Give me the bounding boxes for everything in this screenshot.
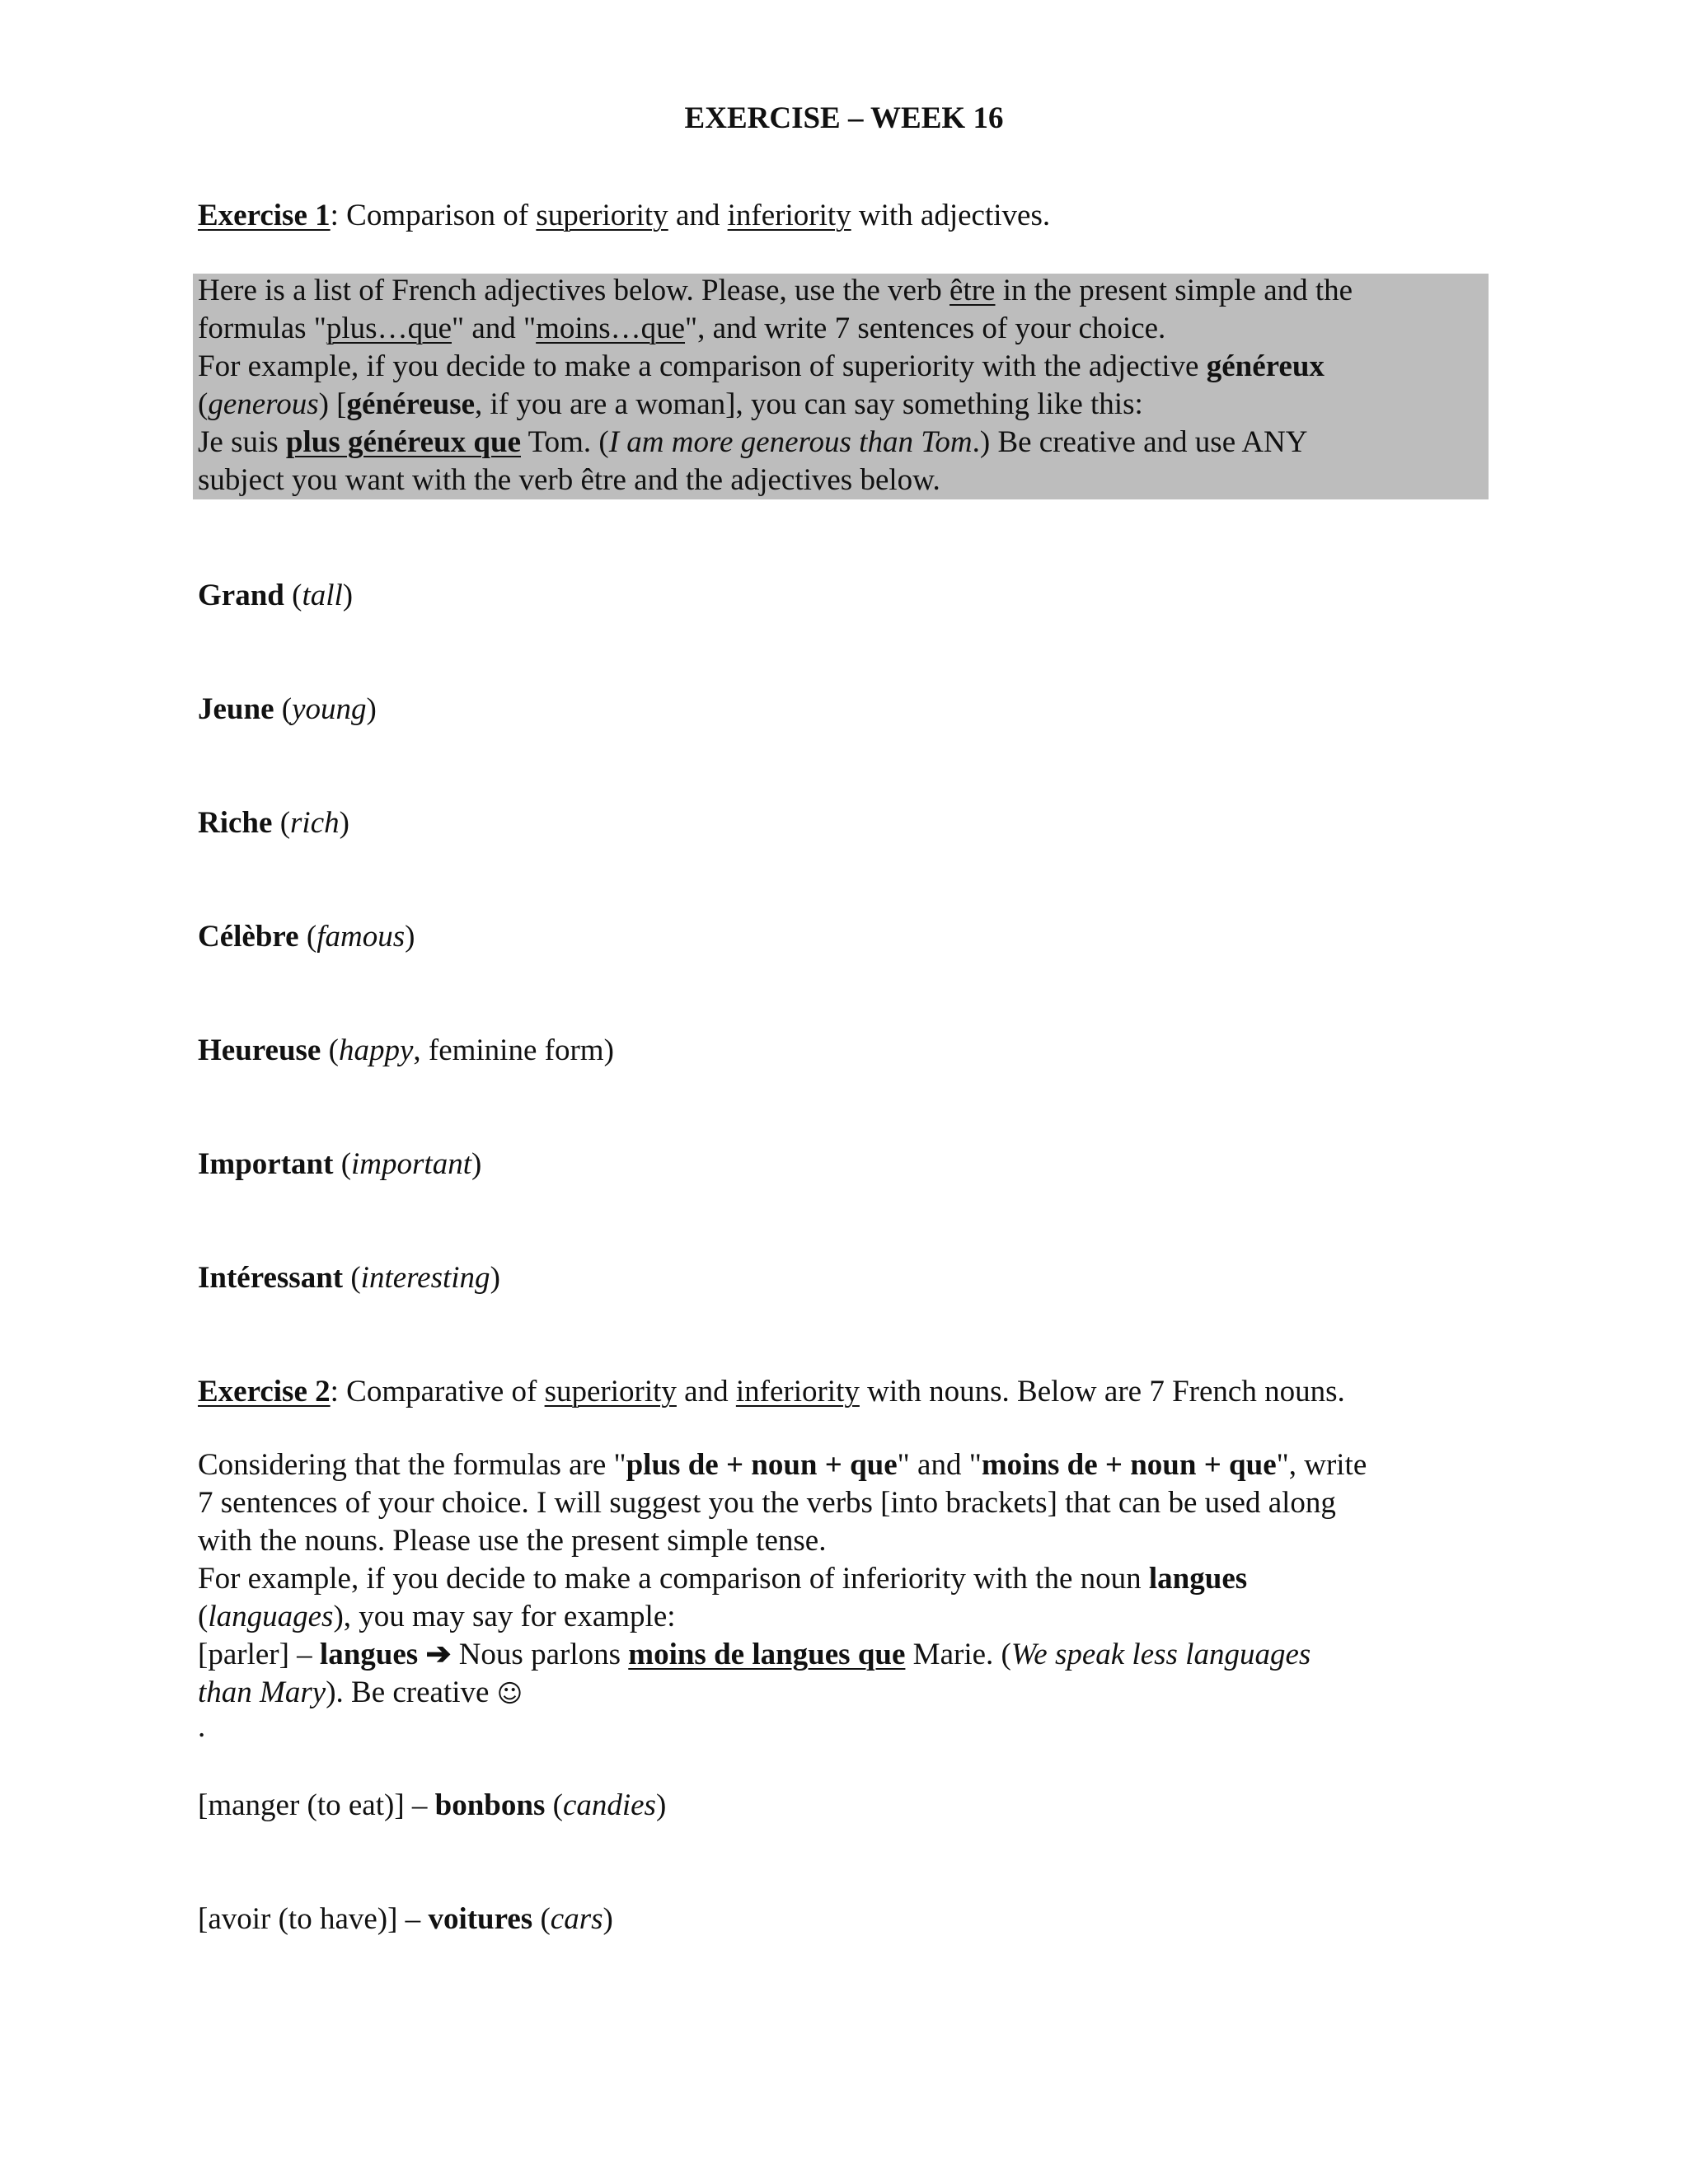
instruction-text: , if you are a woman], you can say something like this: xyxy=(475,387,1143,421)
instruction-text: 7 sentences of your choice. I will suggest you the verbs [into brackets] that can be used along xyxy=(198,1486,1336,1520)
formula-plus-que: plus…que xyxy=(326,312,452,345)
instruction-text: with the nouns. Please use the present simple tense. xyxy=(198,1524,827,1558)
adjective-genereuse: généreuse xyxy=(346,387,476,421)
exercise-2-line-6 xyxy=(198,1636,1311,1674)
instruction-line-1 xyxy=(198,272,1353,310)
adjective-english: important xyxy=(351,1147,471,1181)
instruction-text: subject you want with the verb être and the adjectives below. xyxy=(198,463,940,497)
word-and: and xyxy=(668,199,728,232)
exercise-2-line-4 xyxy=(198,1560,1247,1598)
word-superiority: superiority xyxy=(536,199,668,232)
punct: ( xyxy=(532,1902,551,1936)
adjective-english: tall xyxy=(302,579,343,612)
punct: ( xyxy=(545,1788,563,1822)
instruction-text: formulas " xyxy=(198,312,326,345)
adjective-french: Jeune xyxy=(198,692,274,726)
instruction-text: " and " xyxy=(452,312,537,345)
punct: ) xyxy=(603,1033,614,1067)
example-phrase: plus généreux que xyxy=(285,425,521,459)
instruction-text: ) [ xyxy=(318,387,347,421)
exercise-2-line-3 xyxy=(198,1522,826,1560)
instruction-text: ). Be creative xyxy=(326,1675,497,1709)
exercise-2-line-5 xyxy=(198,1598,676,1636)
exercise-2-intro-end: with nouns. Below are 7 French nouns. xyxy=(859,1375,1345,1408)
punct: ( xyxy=(333,1147,352,1181)
exercise-2-intro-text: : Comparative of xyxy=(330,1375,545,1408)
exercise-1-label: Exercise 1 xyxy=(198,199,331,232)
instruction-text: Nous parlons xyxy=(458,1638,629,1671)
adjective-french: Intéressant xyxy=(198,1261,344,1295)
instruction-text: Marie. ( xyxy=(905,1638,1011,1671)
instruction-text: ", and write 7 sentences of your choice. xyxy=(685,312,1166,345)
instruction-line-5 xyxy=(198,424,1307,462)
instruction-text: . xyxy=(198,1710,206,1744)
instruction-line-4 xyxy=(198,386,1143,424)
adjective-french: Heureuse xyxy=(198,1033,321,1067)
example-phrase: moins de langues que xyxy=(628,1638,906,1671)
punct: ( xyxy=(284,579,302,612)
example-translation: I am more generous than Tom xyxy=(608,425,973,459)
adjective-french: Riche xyxy=(198,806,273,840)
adjective-note: , feminine form xyxy=(413,1033,604,1067)
punct: ) xyxy=(339,806,349,840)
noun-verb: [avoir (to have)] – xyxy=(198,1902,429,1936)
punct: ( xyxy=(272,806,291,840)
noun-french: bonbons xyxy=(434,1788,546,1822)
instruction-text: " and " xyxy=(897,1448,982,1482)
smiley-icon: ☺ xyxy=(496,1680,523,1708)
instruction-text: ", write xyxy=(1276,1448,1367,1482)
word-inferiority: inferiority xyxy=(735,1375,860,1408)
translation-generous: generous xyxy=(208,387,319,421)
verb-etre: être xyxy=(950,274,996,307)
example-translation: We speak less languages xyxy=(1010,1638,1311,1671)
noun-verb: [manger (to eat)] – xyxy=(198,1788,435,1822)
exercise-2-line-1 xyxy=(198,1446,1367,1484)
noun-english: candies xyxy=(562,1788,656,1822)
punct: ) xyxy=(490,1261,500,1295)
adjective-item xyxy=(198,578,353,613)
adjective-english: famous xyxy=(316,920,406,954)
adjective-english: happy xyxy=(338,1033,414,1067)
adjective-item xyxy=(198,1033,614,1068)
instruction-text: in the present simple and the xyxy=(995,274,1353,307)
arrow-right-icon: ➔ xyxy=(418,1638,459,1671)
punct: ) xyxy=(655,1788,667,1822)
adjective-english: young xyxy=(292,692,367,726)
noun-english: cars xyxy=(550,1902,603,1936)
noun-langues: langues xyxy=(1148,1562,1248,1596)
exercise-2-line-8 xyxy=(198,1708,205,1746)
instruction-text: [parler] – xyxy=(198,1638,320,1671)
instruction-text: For example, if you decide to make a comparison of superiority with the adjective xyxy=(198,349,1207,383)
exercise-2-line-2 xyxy=(198,1484,1336,1522)
punct: ) xyxy=(603,1902,613,1936)
punct: ) xyxy=(405,920,415,954)
instruction-line-2 xyxy=(198,310,1165,348)
punct: ( xyxy=(298,920,317,954)
punct: ) xyxy=(342,579,354,612)
exercise-2-line-7 xyxy=(198,1674,523,1713)
punct: ) xyxy=(471,1147,482,1181)
exercise-2-heading xyxy=(198,1374,1345,1409)
instruction-text: ( xyxy=(198,387,209,421)
instruction-text: For example, if you decide to make a comparison of inferiority with the noun xyxy=(198,1562,1149,1596)
exercise-1-intro-text: : Comparison of xyxy=(330,199,537,232)
page-title: EXERCISE – WEEK 16 xyxy=(684,101,1004,135)
formula-plus-de: plus de + noun + que xyxy=(626,1448,898,1482)
adjective-english: interesting xyxy=(360,1261,490,1295)
word-inferiority: inferiority xyxy=(727,199,851,232)
instruction-line-6 xyxy=(198,462,940,499)
instruction-text: .) Be creative and use ANY xyxy=(972,425,1308,459)
punct: ( xyxy=(321,1033,339,1067)
noun-item xyxy=(198,1901,613,1937)
instruction-text: Je suis xyxy=(198,425,286,459)
adjective-french: Grand xyxy=(198,579,284,612)
adjective-item xyxy=(198,919,415,954)
instruction-text: Tom. ( xyxy=(521,425,609,459)
exercise-2-label: Exercise 2 xyxy=(198,1375,331,1408)
exercise-1-heading xyxy=(198,198,1050,233)
instruction-text: ), you may say for example: xyxy=(333,1600,676,1633)
adjective-item xyxy=(198,805,349,841)
instruction-line-3 xyxy=(198,348,1325,386)
adjective-genereux: généreux xyxy=(1206,349,1325,383)
noun-langues: langues xyxy=(319,1638,419,1671)
punct: ( xyxy=(274,692,293,726)
instruction-text: Here is a list of French adjectives below. Please, use the verb xyxy=(198,274,950,307)
word-and: and xyxy=(676,1375,736,1408)
noun-item xyxy=(198,1788,666,1823)
adjective-item xyxy=(198,1146,481,1182)
adjective-french: Célèbre xyxy=(198,920,299,954)
exercise-1-intro-end: with adjectives. xyxy=(851,199,1051,232)
formula-moins-que: moins…que xyxy=(536,312,686,345)
example-translation: than Mary xyxy=(198,1675,326,1709)
instruction-text: Considering that the formulas are " xyxy=(198,1448,626,1482)
adjective-item xyxy=(198,1260,500,1296)
punct: ( xyxy=(343,1261,361,1295)
adjective-item xyxy=(198,691,377,727)
word-superiority: superiority xyxy=(544,1375,677,1408)
adjective-french: Important xyxy=(198,1147,334,1181)
noun-french: voitures xyxy=(428,1902,533,1936)
adjective-english: rich xyxy=(290,806,340,840)
instruction-text: ( xyxy=(198,1600,209,1633)
translation-languages: languages xyxy=(208,1600,334,1633)
punct: ) xyxy=(366,692,377,726)
formula-moins-de: moins de + noun + que xyxy=(981,1448,1277,1482)
